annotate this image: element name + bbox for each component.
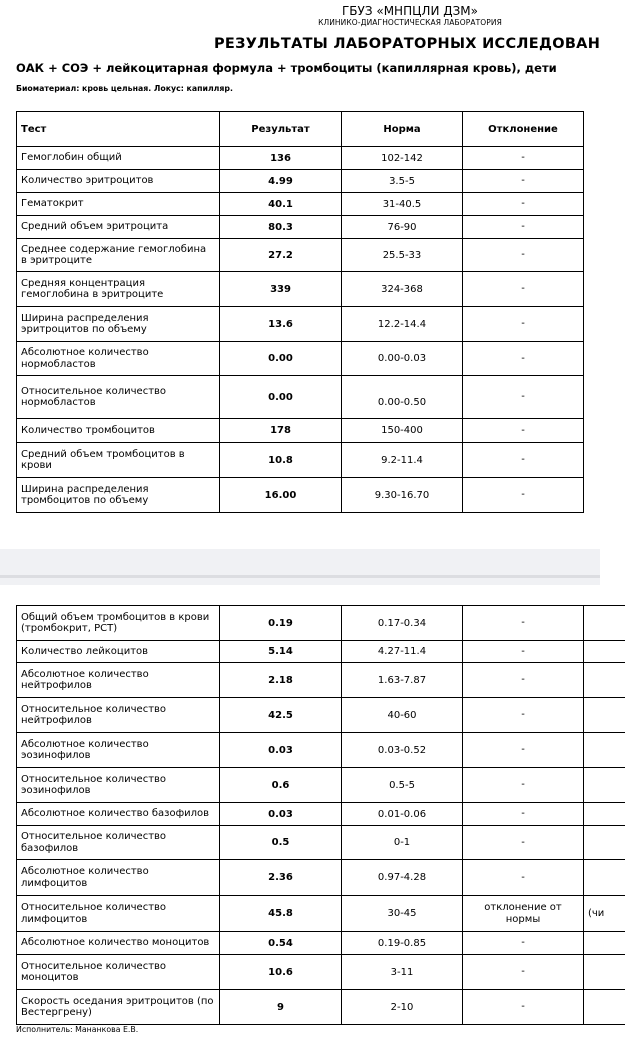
test-name: Гематокрит (17, 193, 220, 216)
page-break (0, 549, 600, 585)
test-name: Абсолютное количество нормобластов (17, 342, 220, 376)
test-deviation: - (463, 826, 584, 860)
test-norm: 1.63-7.87 (342, 663, 463, 698)
test-norm: 31-40.5 (342, 193, 463, 216)
test-result: 0.5 (220, 826, 342, 860)
test-deviation: - (463, 663, 584, 698)
test-norm: 0.19-0.85 (342, 932, 463, 955)
test-norm: 0.5-5 (342, 768, 463, 803)
test-norm: 0-1 (342, 826, 463, 860)
test-deviation: - (463, 990, 584, 1025)
test-deviation: - (463, 216, 584, 239)
test-norm: 0.00-0.03 (342, 342, 463, 376)
test-comment (584, 663, 625, 698)
test-comment (584, 860, 625, 896)
test-result: 13.6 (220, 307, 342, 342)
test-norm: 76-90 (342, 216, 463, 239)
test-deviation: - (463, 147, 584, 170)
test-comment (584, 932, 625, 955)
test-result: 0.03 (220, 803, 342, 826)
test-comment (584, 768, 625, 803)
biomaterial-info: Биоматериал: кровь цельная. Локус: капилляр. (16, 84, 233, 93)
table-row (17, 606, 625, 641)
test-norm: 3.5-5 (342, 170, 463, 193)
test-name: Общий объем тромбоцитов в крови (тромбокрит, PCT) (17, 606, 220, 641)
test-comment (584, 803, 625, 826)
test-norm: 150-400 (342, 419, 463, 443)
test-name: Абсолютное количество эозинофилов (17, 733, 220, 768)
table-row (17, 478, 584, 513)
test-name: Среднее содержание гемоглобина в эритроците (17, 239, 220, 272)
test-norm: 0.01-0.06 (342, 803, 463, 826)
test-deviation: - (463, 606, 584, 641)
column-header-norm: Норма (342, 112, 463, 147)
test-result: 0.6 (220, 768, 342, 803)
test-deviation: - (463, 419, 584, 443)
table-row (17, 698, 625, 733)
test-result: 339 (220, 272, 342, 307)
test-comment (584, 641, 625, 663)
page-edge (0, 575, 600, 578)
table-row (17, 733, 625, 768)
table-row (17, 272, 584, 307)
results-table-page-2 (16, 605, 625, 1025)
test-name: Относительное количество лимфоцитов (17, 896, 220, 932)
test-result: 0.00 (220, 342, 342, 376)
test-comment: (чи (584, 896, 625, 932)
table-row (17, 932, 625, 955)
test-result: 10.6 (220, 955, 342, 990)
test-name: Абсолютное количество моноцитов (17, 932, 220, 955)
test-deviation: - (463, 239, 584, 272)
test-name: Относительное количество моноцитов (17, 955, 220, 990)
test-deviation: - (463, 170, 584, 193)
table-row (17, 990, 625, 1025)
test-comment (584, 955, 625, 990)
test-deviation: - (463, 733, 584, 768)
test-result: 10.8 (220, 443, 342, 478)
test-norm: 0.17-0.34 (342, 606, 463, 641)
test-result: 4.99 (220, 170, 342, 193)
test-comment (584, 733, 625, 768)
test-name: Относительное количество нейтрофилов (17, 698, 220, 733)
test-name: Количество тромбоцитов (17, 419, 220, 443)
test-norm: 3-11 (342, 955, 463, 990)
table-row (17, 193, 584, 216)
test-result: 2.36 (220, 860, 342, 896)
org-name: ГБУЗ «МНПЦЛИ ДЗМ» (341, 4, 478, 18)
test-comment (584, 826, 625, 860)
table-row (17, 342, 584, 376)
test-comment (584, 698, 625, 733)
test-norm (342, 376, 463, 419)
table-row (17, 826, 625, 860)
test-norm: 324-368 (342, 272, 463, 307)
test-result: 45.8 (220, 896, 342, 932)
table-row (17, 955, 625, 990)
column-header-result: Результат (220, 112, 342, 147)
org-header (300, 4, 520, 28)
test-deviation: - (463, 955, 584, 990)
test-comment (584, 606, 625, 641)
table-row (17, 803, 625, 826)
test-deviation: отклонение от нормы (463, 896, 584, 932)
table-row (17, 376, 584, 419)
test-result: 0.00 (220, 376, 342, 419)
test-name: Средний объем тромбоцитов в крови (17, 443, 220, 478)
test-result: 80.3 (220, 216, 342, 239)
test-result: 0.54 (220, 932, 342, 955)
table-row (17, 147, 584, 170)
report-title: РЕЗУЛЬТАТЫ ЛАБОРАТОРНЫХ ИССЛЕДОВАН (214, 36, 601, 52)
test-norm: 102-142 (342, 147, 463, 170)
table-row (17, 307, 584, 342)
test-comment (584, 990, 625, 1025)
test-result: 42.5 (220, 698, 342, 733)
test-name: Абсолютное количество базофилов (17, 803, 220, 826)
test-result: 178 (220, 419, 342, 443)
test-name: Ширина распределения эритроцитов по объему (17, 307, 220, 342)
test-norm: 9.30-16.70 (342, 478, 463, 513)
test-deviation: - (463, 342, 584, 376)
test-result: 136 (220, 147, 342, 170)
test-norm: 9.2-11.4 (342, 443, 463, 478)
test-deviation: - (463, 307, 584, 342)
test-deviation: - (463, 443, 584, 478)
test-norm: 40-60 (342, 698, 463, 733)
table-header-row (17, 112, 584, 147)
test-name: Средний объем эритроцита (17, 216, 220, 239)
test-deviation: - (463, 698, 584, 733)
table-row (17, 443, 584, 478)
analysis-name: ОАК + СОЭ + лейкоцитарная формула + тромбоциты (капиллярная кровь), дети (16, 61, 557, 75)
test-deviation: - (463, 193, 584, 216)
test-name: Относительное количество нормобластов (17, 376, 220, 419)
executor-line: Исполнитель: Мананкова Е.В. (16, 1025, 139, 1034)
test-name: Относительное количество эозинофилов (17, 768, 220, 803)
results-table-page-1 (16, 111, 584, 513)
table-row (17, 170, 584, 193)
test-norm: 25.5-33 (342, 239, 463, 272)
column-header-deviation: Отклонение (463, 112, 584, 147)
table-row (17, 641, 625, 663)
test-deviation: - (463, 376, 584, 419)
column-header-test: Тест (17, 112, 220, 147)
test-deviation: - (463, 768, 584, 803)
test-name: Гемоглобин общий (17, 147, 220, 170)
test-result: 40.1 (220, 193, 342, 216)
org-subtitle: КЛИНИКО-ДИАГНОСТИЧЕСКАЯ ЛАБОРАТОРИЯ (318, 18, 502, 27)
test-result: 0.19 (220, 606, 342, 641)
table-row (17, 216, 584, 239)
table-row (17, 419, 584, 443)
test-deviation: - (463, 932, 584, 955)
test-result: 9 (220, 990, 342, 1025)
test-norm: 4.27-11.4 (342, 641, 463, 663)
test-name: Количество эритроцитов (17, 170, 220, 193)
test-deviation: - (463, 272, 584, 307)
table-row (17, 663, 625, 698)
table-row (17, 896, 625, 932)
test-name: Ширина распределения тромбоцитов по объему (17, 478, 220, 513)
test-name: Абсолютное количество лимфоцитов (17, 860, 220, 896)
test-norm: 0.03-0.52 (342, 733, 463, 768)
test-norm-value: 0.00-0.50 (377, 397, 427, 408)
test-result: 2.18 (220, 663, 342, 698)
test-norm: 2-10 (342, 990, 463, 1025)
test-name: Средняя концентрация гемоглобина в эритроците (17, 272, 220, 307)
test-deviation: - (463, 803, 584, 826)
test-deviation: - (463, 860, 584, 896)
test-norm: 0.97-4.28 (342, 860, 463, 896)
test-name: Скорость оседания эритроцитов (по Вестергрену) (17, 990, 220, 1025)
table-row (17, 768, 625, 803)
test-result: 5.14 (220, 641, 342, 663)
test-result: 27.2 (220, 239, 342, 272)
test-norm: 30-45 (342, 896, 463, 932)
test-name: Абсолютное количество нейтрофилов (17, 663, 220, 698)
table-row (17, 239, 584, 272)
test-deviation: - (463, 478, 584, 513)
test-norm: 12.2-14.4 (342, 307, 463, 342)
test-result: 0.03 (220, 733, 342, 768)
test-name: Относительное количество базофилов (17, 826, 220, 860)
test-deviation: - (463, 641, 584, 663)
test-result: 16.00 (220, 478, 342, 513)
test-name: Количество лейкоцитов (17, 641, 220, 663)
table-row (17, 860, 625, 896)
